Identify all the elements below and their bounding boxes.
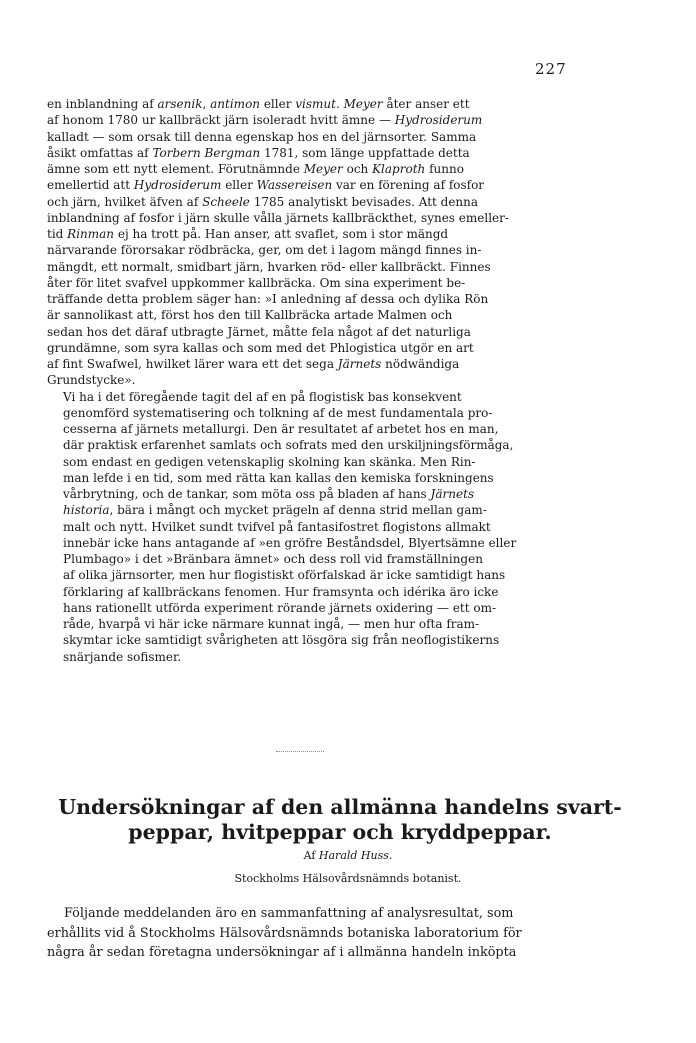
author-name: Harald Huss. [318,849,393,862]
text-line: Vi ha i det föregående tagit del af en på flogistisk bas konsekvent [63,389,462,404]
text-line: råde, hvarpå vi här icke närmare kunnat ingå, — men hur ofta fram- [63,617,480,631]
paragraph-2 [47,389,590,665]
article-intro [47,904,594,963]
page-number: 227 [535,60,567,78]
text-line: emellertid att Hydrosiderum eller Wassereisen var en förening af fosfor [47,178,485,193]
text-line: vårbrytning, och de tankar, som möta oss på bladen af hans Järnets [63,487,475,501]
text-line: af fint Swafwel, hwilket lärer wara ett det sega Järnets nödwändiga [47,357,460,371]
text-line: förklaring af kallbräckans fenomen. Hur framsynta och idérika äro icke [63,584,499,599]
text-line: är sannolikast att, först hos den till Kallbräcka artade Malmen och [47,308,453,323]
author-affiliation: Stockholms Hälsovårdsnämnds botanist. [234,872,462,885]
text-line: cesserna af järnets metallurgi. Den är resultatet af arbetet hos en man, [63,422,499,436]
text-line: en inblandning af arsenik, antimon eller vismut. Meyer åter anser ett [47,97,470,111]
text-line: och järn, hvilket äfven af Scheele 1785 analytiskt bevisades. Att denna [47,194,479,209]
body-text [47,96,590,665]
text-line: närvarande förorsakar rödbräcka, ger, om det i lagom mängd finnes in- [47,243,482,258]
text-line: malt och nytt. Hvilket sundt tvifvel på fantasifostret flogistons allmakt [63,519,491,534]
paragraph-1 [47,96,590,389]
text-line: genomförd systematisering och tolkning af de mest fundamentala pro- [63,405,493,420]
text-line: af honom 1780 ur kallbräckt järn isoleradt hvitt ämne — Hydrosiderum [47,113,483,128]
text-line: tid Rinman ej ha trott på. Han anser, att svaflet, som i stor mängd [47,227,449,241]
text-line: Plumbago» i det »Bränbara ämnet» och dess roll vid framställningen [63,552,483,566]
text-line: kalladt — som orsak till denna egenskap hos en del järnsorter. Samma [47,129,477,144]
text-line: historia, bära i mångt och mycket prägeln af denna strid mellan gam- [63,503,487,518]
text-line: skymtar icke samtidigt svårigheten att lösgöra sig från neoflogistikerns [63,633,500,648]
text-line: inblandning af fosfor i järn skulle vålla järnets kallbräckthet, synes emeller- [47,210,509,225]
article-title-line-2: peppar, hvitpeppar och kryddpeppar. [128,820,552,844]
article-title-line-1: Undersökningar af den allmänna handelns svart- [58,795,622,819]
text-line: af olika järnsorter, men hur flogistiskt oförfalskad är icke samtidigt hans [63,568,506,583]
article-title [40,795,640,845]
text-line: mängdt, ett normalt, smidbart järn, hvarken röd- eller kallbräckt. Finnes [47,259,491,274]
text-line: som endast en gedigen vetenskaplig skolning kan skänka. Men Rin- [63,454,476,469]
byline-prefix: Af [303,849,316,862]
text-line: åsikt omfattas af Torbern Bergman 1781, som länge uppfattade detta [47,145,470,160]
text-line: innebär icke hans antagande af »en gröfre Beståndsdel, Blyertsämne eller [63,535,517,550]
text-line: sedan hos det däraf utbragte Järnet, måtte fela något af det naturliga [47,324,471,339]
text-line: hans rationellt utförda experiment rörande järnets oxidering — ett om- [63,600,497,615]
text-line: Grundstycke». [47,373,136,388]
text-line: där praktisk erfarenhet samlats och sofrats med den urskiljningsförmåga, [63,438,514,453]
intro-line: några år sedan företagna undersökningar af i allmänna handeln inköpta [47,945,517,960]
text-line: snärjande sofismer. [63,649,182,664]
article-byline [0,849,696,862]
section-divider [276,751,324,752]
text-line: åter för litet svafvel uppkommer kallbräcka. Om sina experiment be- [47,275,466,290]
intro-line: erhållits vid å Stockholms Hälsovårdsnämnds botaniska laboratorium för [47,925,522,941]
text-line: träffande detta problem säger han: »I anledning af dessa och dylika Rön [47,292,489,306]
text-line: man lefde i en tid, som med rätta kan kallas den kemiska forskningens [63,470,494,485]
intro-line: Följande meddelanden äro en sammanfattning af analysresultat, som [64,906,514,921]
text-line: grundämne, som syra kallas och som med det Phlogistica utgör en art [47,340,474,355]
text-line: ämne som ett nytt element. Förutnämnde Meyer och Klaproth funno [47,162,464,176]
